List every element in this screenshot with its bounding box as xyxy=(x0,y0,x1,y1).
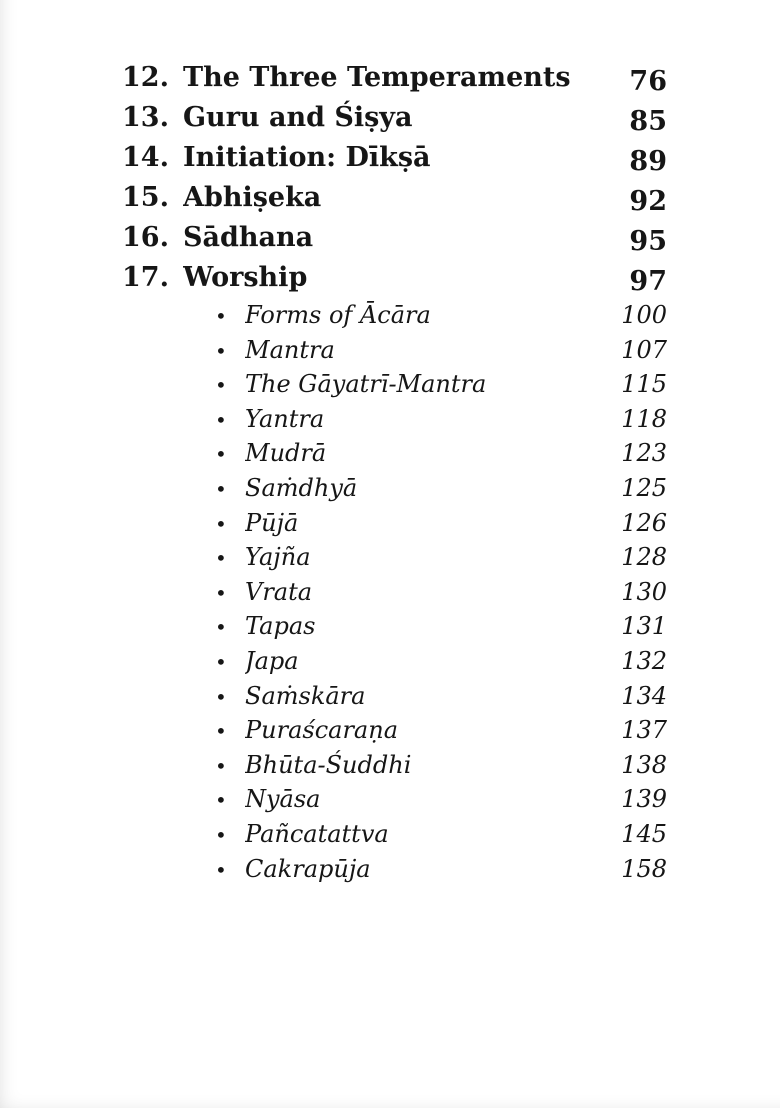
chapter-title: Initiation: Dīkṣā xyxy=(183,142,431,173)
toc-sub-entry xyxy=(122,367,667,402)
toc-sub-entry xyxy=(122,679,667,714)
sub-entry-title: Nyāsa xyxy=(245,785,321,814)
chapter-number: 16. xyxy=(122,222,169,253)
bullet-icon: • xyxy=(215,442,227,467)
page-number: 145 xyxy=(621,819,667,848)
sub-entry-title: Saṁskāra xyxy=(245,681,366,710)
toc-chapter-entry xyxy=(122,138,667,178)
toc-sub-entry xyxy=(122,852,667,887)
chapter-number: 12. xyxy=(122,62,169,93)
toc-sub-entry xyxy=(122,471,667,506)
toc-sub-entry xyxy=(122,575,667,610)
page-number: 97 xyxy=(629,266,667,297)
toc-sub-entry xyxy=(122,506,667,541)
toc-chapter-entry xyxy=(122,218,667,258)
bullet-icon: • xyxy=(215,580,227,605)
chapter-title: Worship xyxy=(183,262,308,293)
sub-entry-title: The Gāyatrī-Mantra xyxy=(245,370,487,399)
sub-entry-title: Forms of Ācāra xyxy=(245,301,431,329)
chapter-number: 13. xyxy=(122,102,169,133)
page-number: 126 xyxy=(621,508,667,537)
bullet-icon: • xyxy=(215,788,227,813)
chapter-number: 17. xyxy=(122,262,169,293)
sub-entry-title: Puraścaraṇa xyxy=(245,716,398,745)
page-number: 92 xyxy=(629,186,667,217)
toc-chapter-entry xyxy=(122,178,667,218)
toc-sub-entry xyxy=(122,817,667,852)
bullet-icon: • xyxy=(215,373,227,398)
chapter-title: Abhiṣeka xyxy=(183,182,322,213)
sub-entry-title: Yajña xyxy=(245,543,311,572)
page-number: 131 xyxy=(621,612,667,641)
bullet-icon: • xyxy=(215,719,227,744)
table-of-contents xyxy=(122,58,667,886)
page-number: 134 xyxy=(621,681,667,710)
page-number: 95 xyxy=(629,226,667,257)
bullet-icon: • xyxy=(215,511,227,536)
bullet-icon: • xyxy=(215,684,227,709)
bullet-icon: • xyxy=(215,407,227,432)
page-number: 138 xyxy=(621,750,667,779)
toc-chapter-entry xyxy=(122,258,667,298)
bullet-icon: • xyxy=(215,615,227,640)
chapter-number: 14. xyxy=(122,142,169,173)
chapter-title: The Three Temperaments xyxy=(183,62,571,93)
toc-sub-entry xyxy=(122,436,667,471)
sub-entry-title: Bhūta-Śuddhi xyxy=(245,750,412,779)
page-number: 137 xyxy=(621,716,667,745)
toc-sub-entry xyxy=(122,644,667,679)
bullet-icon: • xyxy=(215,304,227,328)
toc-sub-entry xyxy=(122,298,667,333)
sub-entry-title: Pañcatattva xyxy=(245,819,389,848)
bullet-icon: • xyxy=(215,338,227,363)
page-number: 118 xyxy=(621,404,667,433)
sub-entry-title: Mudrā xyxy=(245,439,327,468)
toc-sub-entry xyxy=(122,540,667,575)
page-number: 125 xyxy=(621,473,667,502)
bullet-icon: • xyxy=(215,857,227,882)
chapter-number: 15. xyxy=(122,182,169,213)
page-number: 107 xyxy=(621,335,667,364)
page-number: 123 xyxy=(621,439,667,468)
chapter-title: Sādhana xyxy=(183,222,314,253)
sub-entry-title: Japa xyxy=(245,646,299,675)
sub-entry-title: Tapas xyxy=(245,612,316,641)
page-number: 85 xyxy=(629,106,667,137)
toc-sub-entry xyxy=(122,782,667,817)
toc-sub-entry xyxy=(122,333,667,368)
bullet-icon: • xyxy=(215,753,227,778)
chapter-title: Guru and Śiṣya xyxy=(183,102,413,133)
page-number: 100 xyxy=(621,301,667,329)
page-number: 115 xyxy=(621,370,667,399)
sub-entry-title: Yantra xyxy=(245,404,325,433)
page-number: 130 xyxy=(621,577,667,606)
bullet-icon: • xyxy=(215,546,227,571)
toc-sub-entry xyxy=(122,609,667,644)
toc-sub-entry xyxy=(122,713,667,748)
bullet-icon: • xyxy=(215,649,227,674)
page-number: 76 xyxy=(629,66,667,97)
sub-entry-title: Pūjā xyxy=(245,508,299,537)
toc-chapter-entry xyxy=(122,58,667,98)
page-number: 139 xyxy=(621,785,667,814)
sub-entry-title: Cakrapūja xyxy=(245,854,371,883)
toc-sub-entry xyxy=(122,748,667,783)
page-number: 132 xyxy=(621,646,667,675)
toc-sub-entry xyxy=(122,402,667,437)
bullet-icon: • xyxy=(215,822,227,847)
page-number: 128 xyxy=(621,543,667,572)
page-number: 158 xyxy=(621,854,667,883)
sub-entry-title: Vrata xyxy=(245,577,313,606)
toc-chapter-entry xyxy=(122,98,667,138)
sub-entry-title: Saṁdhyā xyxy=(245,473,358,502)
bullet-icon: • xyxy=(215,476,227,501)
sub-entry-title: Mantra xyxy=(245,335,335,364)
page-number: 89 xyxy=(629,146,667,177)
